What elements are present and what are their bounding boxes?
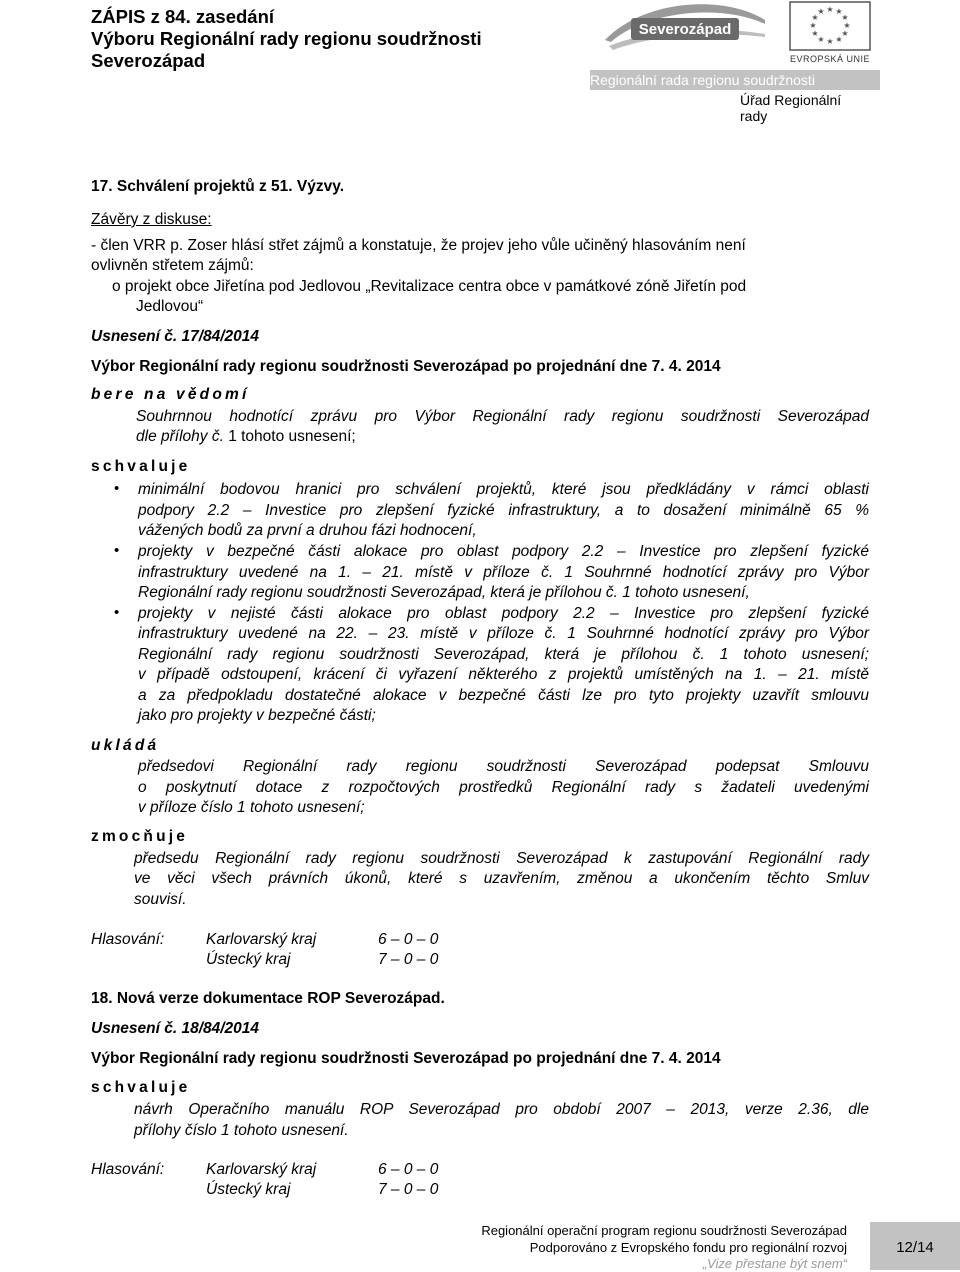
- uklada-line-2: o poskytnutí dotace z rozpočtových prostředků Regionální rady s žadateli uvedenými: [138, 779, 869, 796]
- bullet-1-line-3: vážených bodů za první a druhou fázi hodnocení,: [138, 522, 477, 539]
- vote-region: Karlovarský kraj: [206, 931, 317, 948]
- zmocnuje-line-1: předsedu Regionální rady regionu soudržnosti Severozápad k zastupování Regionální rady: [134, 850, 869, 867]
- title-line-3: Severozápad: [91, 50, 206, 71]
- bullet-3-line-2: infrastruktury uvedené na 22. – 23. místě v příloze č. 1 Souhrnné hodnotící zprávy pro Výbor: [138, 625, 869, 642]
- section-18-heading: 18. Nová verze dokumentace ROP Severozápad.: [91, 990, 445, 1007]
- page-number-box: [870, 1222, 960, 1270]
- svg-text:★: ★: [811, 29, 819, 38]
- eu-logo: [786, 0, 876, 66]
- bullet-icon: •: [114, 604, 120, 621]
- vote-result: 6 – 0 – 0: [378, 1161, 439, 1178]
- vote-region: Ústecký kraj: [206, 1181, 291, 1198]
- resolution-17-number: Usnesení č. 17/84/2014: [91, 328, 260, 345]
- bullet-icon: •: [114, 480, 120, 497]
- page-number: 12/14: [896, 1239, 934, 1256]
- severozapad-logo: [603, 0, 768, 58]
- bere-line-2-italic: dle přílohy č.: [136, 428, 224, 445]
- svg-text:★: ★: [841, 13, 849, 22]
- footer-motto: „Vize přestane být snem“: [702, 1256, 847, 1271]
- discussion-item-line-2: ovlivněn střetem zájmů:: [91, 257, 254, 274]
- svg-text:★: ★: [817, 35, 825, 44]
- svg-text:★: ★: [843, 21, 851, 30]
- bere-na-vedomi-label: bere na vědomí: [91, 386, 250, 403]
- header-band-council: [590, 70, 880, 104]
- section-18-line-1: návrh Operačního manuálu ROP Severozápad pro období 2007 – 2013, verze 2.36, dle: [134, 1101, 869, 1118]
- document-title: [91, 6, 482, 72]
- bullet-1-line-2: podpory 2.2 – Investice pro zlepšení fyzické infrastruktury, a to dosažení minimálně 65 %: [138, 502, 869, 519]
- discussion-label: Závěry z diskuse:: [91, 211, 212, 228]
- section-18-line-2: přílohy číslo 1 tohoto usnesení.: [134, 1122, 349, 1139]
- uklada-label: ukládá: [91, 737, 160, 754]
- schvaluje-18-label: schvaluje: [91, 1079, 191, 1096]
- bere-line-1: Souhrnnou hodnotící zprávu pro Výbor Regionální rady regionu soudržnosti Severozápad: [136, 408, 869, 425]
- resolution-18-committee: Výbor Regionální rady regionu soudržnosti Severozápad po projednání dne 7. 4. 2014: [91, 1050, 721, 1067]
- bullet-icon: •: [114, 542, 120, 559]
- bere-line-2: [136, 427, 356, 448]
- vote-label-17: Hlasování:: [91, 931, 165, 948]
- svg-text:★: ★: [835, 35, 843, 44]
- header-band-office: [740, 90, 880, 124]
- eu-logo-text: EVROPSKÁ UNIE: [789, 54, 871, 64]
- svg-text:★: ★: [811, 13, 819, 22]
- svg-text:★: ★: [835, 7, 843, 16]
- zmocnuje-line-2: ve věci všech právních úkonů, které s uzavřením, změnou a ukončením těchto Smluv: [134, 870, 869, 887]
- severozapad-logo-text: Severozápad: [638, 21, 732, 38]
- bullet-3-line-1: projekty v nejisté části alokace pro oblast podpory 2.2 – Investice pro zlepšení fyzické: [138, 605, 869, 622]
- vote-result: 7 – 0 – 0: [378, 951, 439, 968]
- bullet-1-line-1: minimální bodovou hranici pro schválení projektů, které jsou předkládány v rámci oblasti: [138, 481, 869, 498]
- svg-text:★: ★: [809, 21, 817, 30]
- svg-text:★: ★: [826, 37, 834, 46]
- discussion-subitem-line-2: Jedlovou“: [136, 298, 204, 315]
- bullet-3-line-5: a za předpokladu dostatečné alokace v bezpečné části lze pro tyto projekty uzavřít smlouvu: [138, 687, 869, 704]
- bullet-2-line-1: projekty v bezpečné části alokace pro oblast podpory 2.2 – Investice pro zlepšení fyzické: [138, 543, 869, 560]
- vote-region: Karlovarský kraj: [206, 1161, 317, 1178]
- svg-text:★: ★: [841, 29, 849, 38]
- band-council-text: Regionální rada regionu soudržnosti Severozápad: [590, 72, 815, 104]
- footer-program: Regionální operační program regionu soudržnosti Severozápad: [481, 1223, 847, 1238]
- svg-text:★: ★: [826, 5, 834, 14]
- band-office-text: Úřad Regionální rady: [740, 92, 842, 124]
- bullet-3-line-3: Regionální rady regionu soudržnosti Severozápad, která je přílohou č. 1 tohoto usnesení;: [138, 646, 869, 663]
- zmocnuje-line-3: souvisí.: [134, 891, 187, 908]
- title-line-2: Výboru Regionální rady regionu soudržnosti: [91, 28, 482, 49]
- discussion-subitem-line-1: o projekt obce Jiřetína pod Jedlovou „Revitalizace centra obce v památkové zóně Jiřetín pod: [112, 278, 747, 295]
- vote-region: Ústecký kraj: [206, 951, 291, 968]
- discussion-item-line-1: - člen VRR p. Zoser hlásí střet zájmů a konstatuje, že projev jeho vůle učiněný hlasováním není: [91, 237, 746, 254]
- vote-label-18: Hlasování:: [91, 1161, 165, 1178]
- bere-line-2-rest: 1 tohoto usnesení;: [223, 428, 356, 445]
- resolution-17-committee: Výbor Regionální rady regionu soudržnosti Severozápad po projednání dne 7. 4. 2014: [91, 358, 721, 375]
- bullet-3-line-4: v případě odstoupení, krácení či vyřazení některého z projektů umístěných na 1. – 21. místě: [138, 666, 869, 683]
- vote-result: 6 – 0 – 0: [378, 931, 439, 948]
- section-17-heading: 17. Schválení projektů z 51. Výzvy.: [91, 178, 344, 195]
- vote-result: 7 – 0 – 0: [378, 1181, 439, 1198]
- bullet-2-line-2: infrastruktury uvedené na 1. – 21. místě v příloze č. 1 Souhrnné hodnotící zprávy pro Výbor: [138, 564, 869, 581]
- svg-text:★: ★: [817, 7, 825, 16]
- footer-fund: Podporováno z Evropského fondu pro regionální rozvoj: [529, 1240, 847, 1255]
- resolution-18-number: Usnesení č. 18/84/2014: [91, 1020, 260, 1037]
- bullet-3-line-6: jako pro projekty v bezpečné části;: [138, 707, 376, 724]
- schvaluje-label: schvaluje: [91, 458, 191, 475]
- uklada-line-3: v příloze číslo 1 tohoto usnesení;: [138, 799, 365, 816]
- zmocnuje-label: zmocňuje: [91, 828, 189, 845]
- title-line-1: ZÁPIS z 84. zasedání: [91, 6, 275, 27]
- bullet-2-line-3: Regionální rady regionu soudržnosti Severozápad, která je přílohou č. 1 tohoto usnesení,: [138, 584, 750, 601]
- uklada-line-1: předsedovi Regionální rady regionu soudržnosti Severozápad podepsat Smlouvu: [138, 758, 869, 775]
